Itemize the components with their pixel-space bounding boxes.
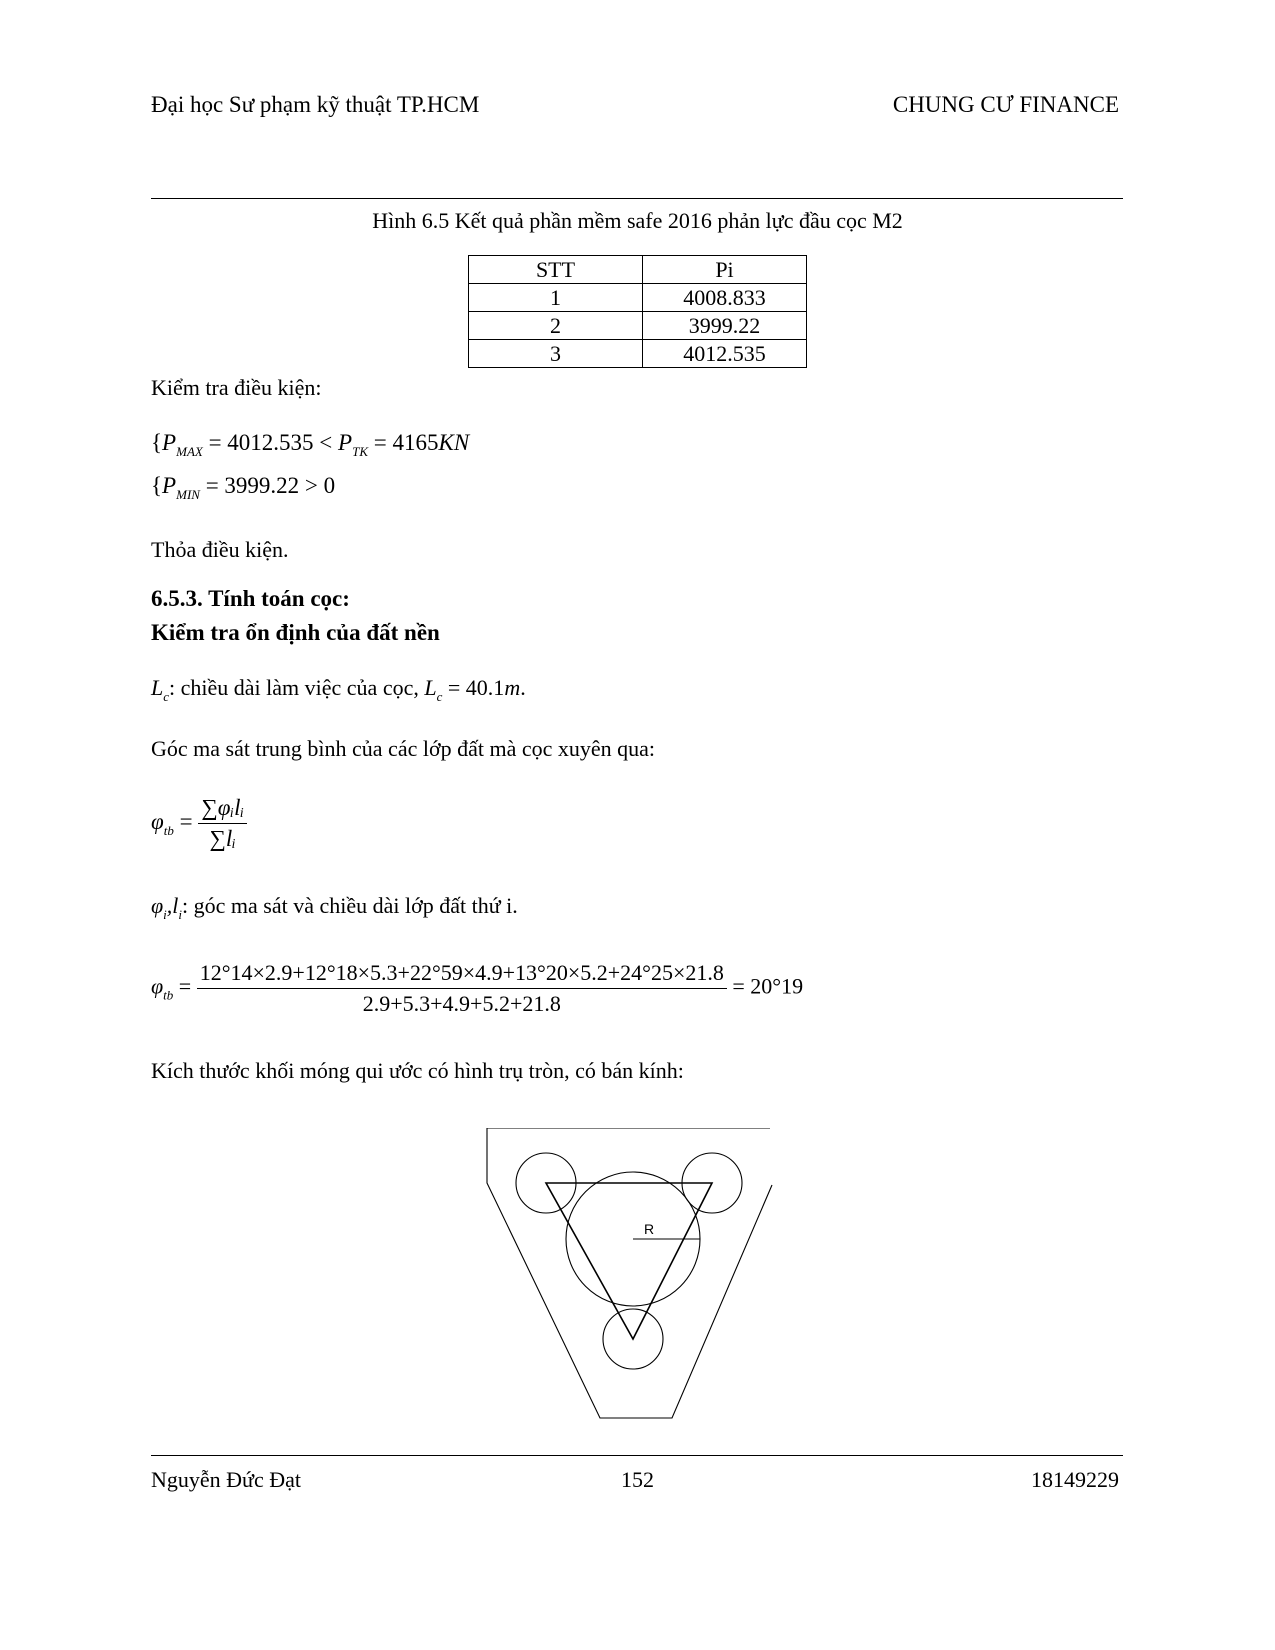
phi-sub: tb (163, 822, 174, 838)
table-header-row (469, 256, 807, 284)
lc-text: : chiều dài làm việc của cọc, (169, 675, 425, 700)
friction-numerator: ∑φᵢlᵢ (198, 795, 247, 824)
condition-pmax (151, 430, 469, 460)
block-intro: Kích thước khối móng qui ước có hình trụ tròn, có bán kính: (151, 1058, 684, 1083)
satisfied-text: Thỏa điều kiện. (151, 537, 289, 562)
phi-symbol: φ (151, 808, 164, 834)
table-row (469, 312, 807, 340)
radius-label: R (644, 1221, 655, 1237)
lc-unit: m (504, 675, 521, 700)
header-project: CHUNG CƯ FINANCE (892, 92, 1119, 117)
footer-author: Nguyễn Đức Đạt (151, 1467, 301, 1492)
equals-sign: = (178, 973, 192, 999)
lc-symbol: $L_c$ (151, 675, 170, 704)
ptk-sub: TK (352, 444, 368, 459)
pmin-sub: MIN (176, 487, 200, 502)
phi-sub: tb (163, 987, 174, 1003)
pmin-value: = 3999.22 > 0 (199, 473, 336, 498)
cap-outline (487, 1128, 772, 1418)
section-title: 6.5.3. Tính toán cọc: (151, 586, 350, 611)
friction-formula (151, 795, 247, 852)
footer-rule (151, 1455, 1123, 1456)
lc-value: = 40.1 (442, 675, 505, 700)
friction-intro: Góc ma sát trung bình của các lớp đất mà cọc xuyên qua: (151, 736, 656, 761)
check-label: Kiểm tra điều kiện: (151, 375, 322, 400)
friction-desc: : góc ma sát và chiều dài lớp đất thứ i. (182, 893, 518, 918)
friction-desc-line (151, 893, 518, 923)
lc-definition (151, 675, 526, 705)
calc-numerator: 12°14×2.9+12°18×5.3+22°59×4.9+13°20×5.2+24°25×21.8 (197, 960, 727, 989)
condition-pmin (151, 473, 335, 503)
table-row (469, 284, 807, 312)
page-number: 152 (621, 1467, 654, 1492)
table-cell: 3999.22 (643, 312, 807, 340)
subsection-title: Kiểm tra ổn định của đất nền (151, 620, 440, 645)
unit-kn: KN (438, 430, 470, 455)
p-symbol: P (162, 430, 177, 455)
lc-end: . (520, 675, 526, 700)
table-cell: 3 (469, 340, 643, 368)
friction-denominator: ∑lᵢ (209, 826, 236, 851)
reaction-table (468, 255, 807, 368)
table-row (469, 340, 807, 368)
header-rule (151, 198, 1123, 199)
friction-calculation (151, 960, 803, 1017)
table-cell: 4012.535 (643, 340, 807, 368)
table-cell: 1 (469, 284, 643, 312)
pmax-sub: MAX (176, 444, 203, 459)
table-cell: 4008.833 (643, 284, 807, 312)
footer-student-id: 18149229 (1031, 1467, 1119, 1492)
friction-fraction (198, 795, 247, 852)
table-cell: 2 (469, 312, 643, 340)
phi-i-symbol: $\varphi_i,l_i$ (151, 893, 183, 922)
equals-sign: = (179, 808, 193, 834)
calc-fraction (197, 960, 727, 1017)
p-symbol: P (338, 430, 353, 455)
pile-triangle (546, 1183, 712, 1339)
pile-cap-diagram (480, 1128, 800, 1428)
calc-result: = 20°19 (732, 973, 804, 999)
calc-denominator: 2.9+5.3+4.9+5.2+21.8 (362, 991, 561, 1016)
figure-caption: Hình 6.5 Kết quả phần mềm safe 2016 phản lực đầu cọc M2 (372, 208, 903, 233)
table-header-stt: STT (469, 256, 643, 284)
brace: { (151, 473, 163, 498)
table-header-pi: Pi (643, 256, 807, 284)
lc-symbol: $L_c$ (424, 675, 443, 704)
brace: { (151, 430, 163, 455)
p-symbol: P (162, 473, 177, 498)
header-school: Đại học Sư phạm kỹ thuật TP.HCM (151, 92, 480, 117)
phi-symbol: φ (151, 973, 164, 999)
ptk-value: = 4165 (368, 430, 439, 455)
pmax-value: = 4012.535 < (202, 430, 339, 455)
